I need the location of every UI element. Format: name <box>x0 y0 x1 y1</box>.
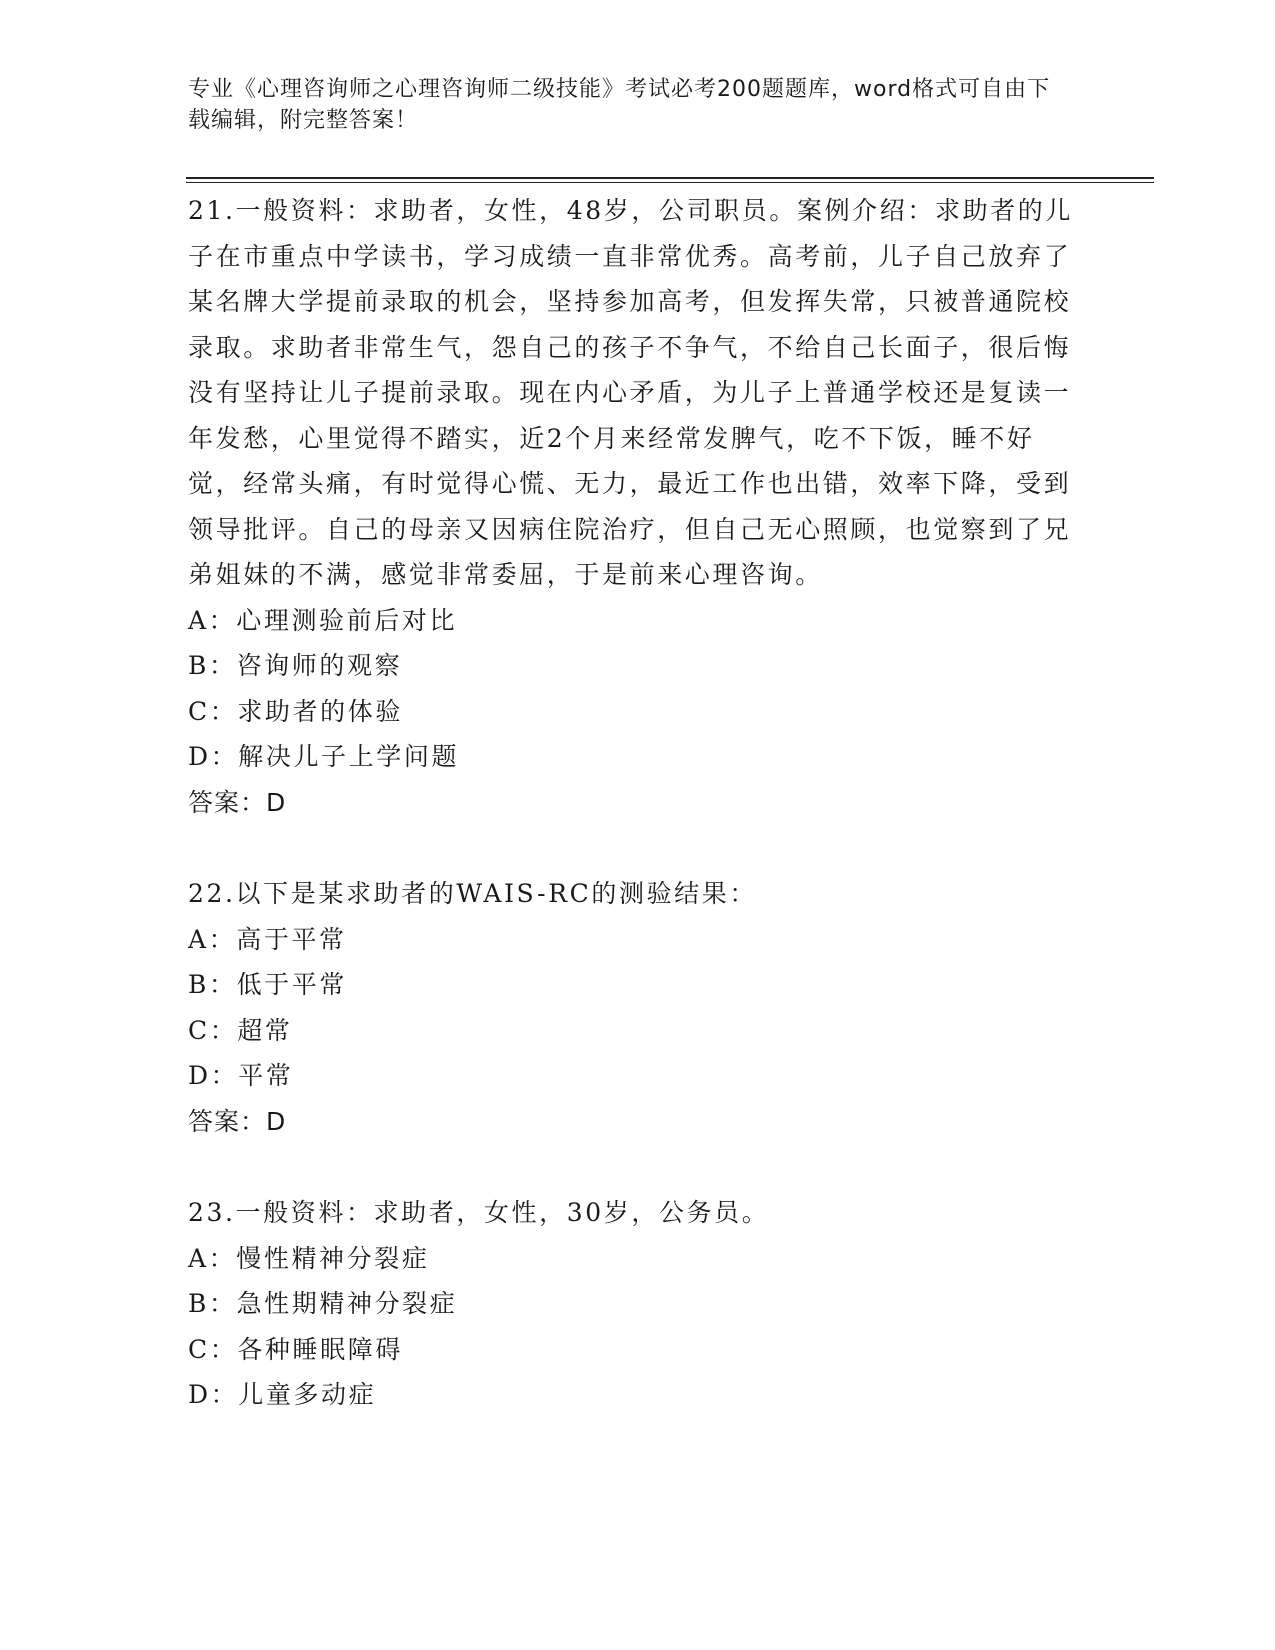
option-a: A：心理测验前后对比 <box>188 605 458 635</box>
option-c: C：求助者的体验 <box>188 696 403 726</box>
question-21 <box>188 188 1078 825</box>
option-a: A：慢性精神分裂症 <box>188 1243 430 1273</box>
question-22 <box>188 871 1078 1144</box>
option-b: B：咨询师的观察 <box>188 651 403 680</box>
option-b: B：低于平常 <box>188 970 347 999</box>
option-a: A：高于平常 <box>188 924 347 954</box>
option-c: C：超常 <box>188 1015 293 1045</box>
answer-line: 答案：D <box>188 787 287 817</box>
header-divider-thick <box>186 177 1154 179</box>
question-text: 23.一般资料：求助者，女性，30岁，公务员。 <box>188 1198 770 1227</box>
option-b: B：急性期精神分裂症 <box>188 1289 458 1318</box>
question-list <box>188 188 1078 1464</box>
question-text: 21.一般资料：求助者，女性，48岁，公司职员。案例介绍：求助者的儿子在市重点中学读书，学习成绩一直非常优秀。高考前，儿子自己放弃了某名牌大学提前录取的机会，坚持参加高考，但发挥失常，只被普通院校录取。求助者非常生气，怨自己的孩子不争气，不给自己长面子，很后悔没有坚持让儿子提前录取。现在内心矛盾，为儿子上普通学校还是复读一年发愁，心里觉得不踏实，近2个月来经常发脾气，吃不下饭，睡不好觉，经常头痛，有时觉得心慌、无力，最近工作也出错，效率下降，受到领导批评。自己的母亲又因病住院治疗，但自己无心照顾，也觉察到了兄弟姐妹的不满，感觉非常委屈，于是前来心理咨询。 <box>188 196 1073 589</box>
option-d: D：平常 <box>188 1061 294 1090</box>
option-d: D：解决儿子上学问题 <box>188 742 460 771</box>
header-divider-thin <box>186 182 1154 183</box>
question-23 <box>188 1190 1078 1418</box>
option-d: D：儿童多动症 <box>188 1380 377 1409</box>
question-text: 22.以下是某求助者的WAIS-RC的测验结果： <box>188 879 757 908</box>
answer-line: 答案：D <box>188 1106 287 1136</box>
document-header: 专业《心理咨询师之心理咨询师二级技能》考试必考200题题库，word格式可自由下载编辑，附完整答案！ <box>188 77 1051 133</box>
option-c: C：各种睡眠障碍 <box>188 1334 403 1364</box>
